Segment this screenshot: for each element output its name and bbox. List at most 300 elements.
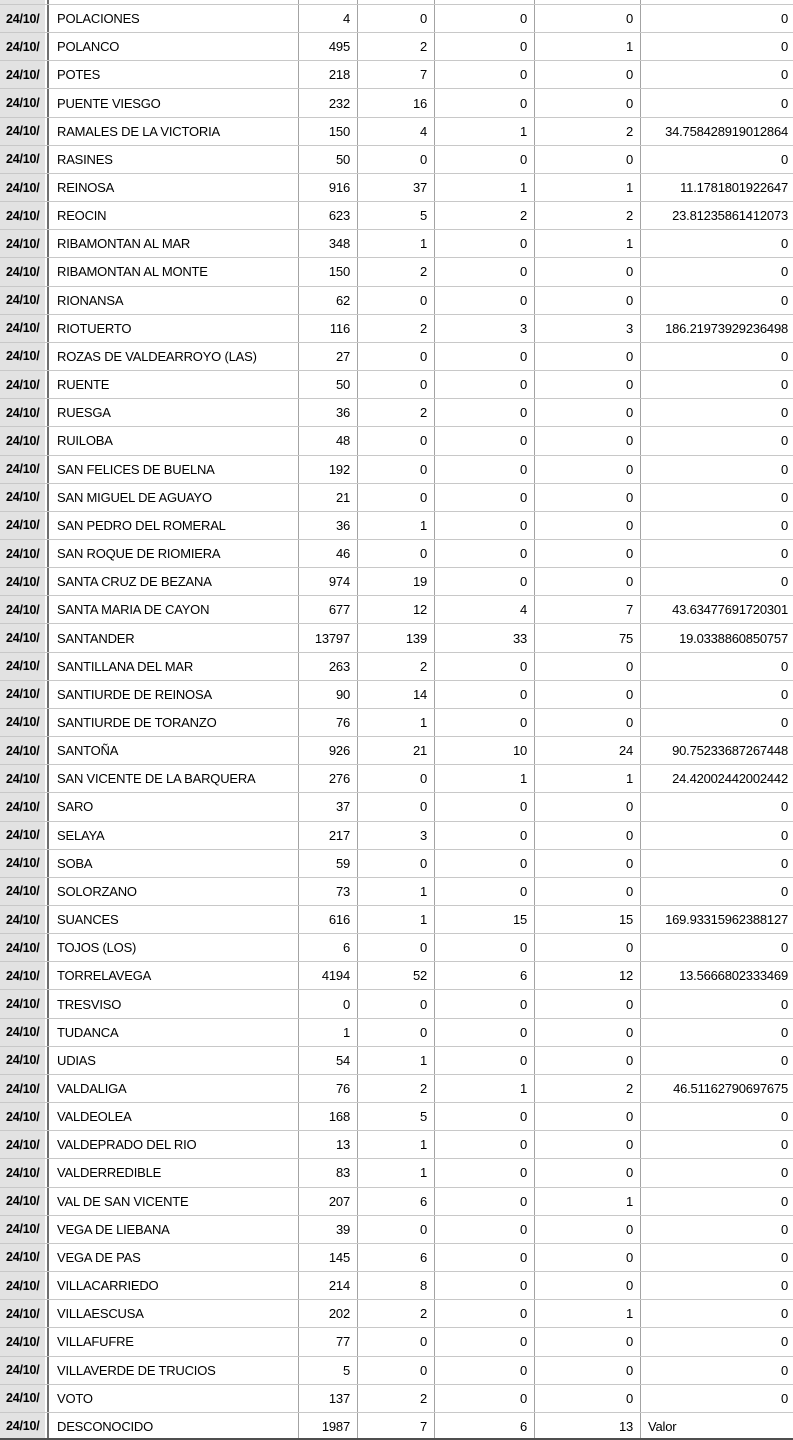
value-cell-3: 10 (435, 737, 535, 764)
value-cell-1: 76 (299, 709, 358, 736)
table-row (0, 511, 793, 539)
date-cell: 24/10/ (0, 990, 49, 1017)
municipality-cell: RIONANSA (49, 287, 299, 314)
value-cell-4: 0 (535, 371, 641, 398)
value-cell-2: 0 (358, 1019, 435, 1046)
value-cell-4: 15 (535, 906, 641, 933)
value-cell-5: 0 (780, 1221, 788, 1237)
table-row (0, 708, 793, 736)
value-cell-5: 0 (780, 39, 788, 55)
value-cell-5: 0 (780, 1249, 788, 1265)
municipality-cell: REOCIN (49, 202, 299, 229)
value-cell-4: 0 (535, 1272, 641, 1299)
value-cell-3: 6 (435, 1413, 535, 1440)
value-cell-2: 52 (358, 962, 435, 989)
table-row (0, 1018, 793, 1046)
value-cell-2: 1 (358, 1159, 435, 1186)
value-cell-3: 0 (435, 681, 535, 708)
value-cell-2: 4 (358, 118, 435, 145)
value-cell-4: 3 (535, 315, 641, 342)
date-cell: 24/10/ (0, 906, 49, 933)
table-row (0, 905, 793, 933)
value-cell-2: 5 (358, 1103, 435, 1130)
value-cell-1: 348 (299, 230, 358, 257)
value-cell-5: 0 (780, 348, 788, 364)
value-cell-4: 0 (535, 1357, 641, 1384)
value-cell-4: 1 (535, 33, 641, 60)
table-row (0, 792, 793, 820)
value-cell-1: 36 (299, 399, 358, 426)
value-cell-3: 0 (435, 230, 535, 257)
value-cell-3: 6 (435, 962, 535, 989)
value-cell-4: 0 (535, 512, 641, 539)
date-cell: 24/10/ (0, 146, 49, 173)
municipality-cell: VALDEPRADO DEL RIO (49, 1131, 299, 1158)
value-cell-4: 0 (535, 793, 641, 820)
value-cell-3: 0 (435, 456, 535, 483)
value-cell-3: 0 (435, 343, 535, 370)
value-cell-3: 0 (435, 399, 535, 426)
value-cell-5: 0 (780, 517, 788, 533)
value-cell-3: 3 (435, 315, 535, 342)
value-cell-2: 0 (358, 850, 435, 877)
table-row (0, 1384, 793, 1412)
value-cell-5: 0 (780, 940, 788, 956)
value-cell-5: 0 (780, 489, 788, 505)
value-cell-4: 0 (535, 540, 641, 567)
date-cell: 24/10/ (0, 1188, 49, 1215)
value-cell-5: 0 (780, 236, 788, 252)
value-cell-3: 0 (435, 1159, 535, 1186)
value-cell-2: 0 (358, 1357, 435, 1384)
value-cell-1: 13 (299, 1131, 358, 1158)
municipality-cell: VILLAVERDE DE TRUCIOS (49, 1357, 299, 1384)
value-cell-2: 0 (358, 5, 435, 32)
municipality-cell: SUANCES (49, 906, 299, 933)
value-cell-1: 36 (299, 512, 358, 539)
date-cell: 24/10/ (0, 568, 49, 595)
table-row (0, 1130, 793, 1158)
value-cell-5: 0 (780, 1165, 788, 1181)
value-cell-4: 1 (535, 230, 641, 257)
value-cell-2: 2 (358, 1385, 435, 1412)
value-cell-3: 0 (435, 793, 535, 820)
value-cell-5: 0 (780, 855, 788, 871)
table-row (0, 1074, 793, 1102)
value-cell-1: 1 (299, 1019, 358, 1046)
value-cell-4: 0 (535, 343, 641, 370)
value-cell-1: 974 (299, 568, 358, 595)
value-cell-5: 0 (780, 883, 788, 899)
municipality-cell: RIBAMONTAN AL MONTE (49, 258, 299, 285)
value-cell-1: 677 (299, 596, 358, 623)
value-cell-1: 263 (299, 653, 358, 680)
municipality-cell: RUILOBA (49, 427, 299, 454)
table-row (0, 1215, 793, 1243)
value-cell-1: 150 (299, 118, 358, 145)
value-cell-2: 21 (358, 737, 435, 764)
value-cell-5: 34.758428919012864 (665, 123, 788, 139)
municipality-cell: PUENTE VIESGO (49, 89, 299, 116)
value-cell-1: 232 (299, 89, 358, 116)
value-cell-1: 207 (299, 1188, 358, 1215)
date-cell: 24/10/ (0, 258, 49, 285)
value-cell-1: 62 (299, 287, 358, 314)
value-cell-4: 0 (535, 1216, 641, 1243)
date-cell: 24/10/ (0, 596, 49, 623)
table-row (0, 1327, 793, 1355)
table-row (0, 961, 793, 989)
value-cell-5: 0 (780, 1334, 788, 1350)
table-row (0, 342, 793, 370)
date-cell: 24/10/ (0, 1131, 49, 1158)
value-cell-4: 1 (535, 174, 641, 201)
value-cell-5: 0 (780, 686, 788, 702)
date-cell: 24/10/ (0, 118, 49, 145)
value-cell-5: 0 (780, 405, 788, 421)
value-cell-1: 218 (299, 61, 358, 88)
municipality-cell: VILLAFUFRE (49, 1328, 299, 1355)
date-cell: 24/10/ (0, 1047, 49, 1074)
value-cell-4: 0 (535, 258, 641, 285)
date-cell: 24/10/ (0, 287, 49, 314)
value-cell-3: 0 (435, 1047, 535, 1074)
date-cell: 24/10/ (0, 1272, 49, 1299)
value-cell-1: 116 (299, 315, 358, 342)
value-cell-4: 0 (535, 1047, 641, 1074)
municipality-cell: SARO (49, 793, 299, 820)
value-cell-2: 1 (358, 709, 435, 736)
table-row (0, 821, 793, 849)
value-cell-3: 33 (435, 624, 535, 651)
table-row (0, 398, 793, 426)
table-row (0, 229, 793, 257)
value-cell-2: 0 (358, 540, 435, 567)
table-row (0, 201, 793, 229)
table-row (0, 145, 793, 173)
value-cell-4: 0 (535, 850, 641, 877)
value-cell-3: 0 (435, 653, 535, 680)
table-row (0, 1158, 793, 1186)
value-cell-1: 616 (299, 906, 358, 933)
value-cell-3: 0 (435, 1272, 535, 1299)
value-cell-1: 192 (299, 456, 358, 483)
date-cell: 24/10/ (0, 1216, 49, 1243)
value-cell-3: 0 (435, 1385, 535, 1412)
date-cell: 24/10/ (0, 850, 49, 877)
table-row (0, 989, 793, 1017)
table-row (0, 173, 793, 201)
value-cell-2: 139 (358, 624, 435, 651)
value-cell-3: 0 (435, 5, 535, 32)
value-cell-4: 2 (535, 1075, 641, 1102)
value-cell-5: 169.93315962388127 (665, 912, 788, 928)
date-cell: 24/10/ (0, 230, 49, 257)
value-cell-2: 1 (358, 1047, 435, 1074)
table-row (0, 117, 793, 145)
value-cell-4: 0 (535, 568, 641, 595)
value-cell-4: 0 (535, 822, 641, 849)
date-cell: 24/10/ (0, 61, 49, 88)
value-cell-1: 21 (299, 484, 358, 511)
municipality-cell: UDIAS (49, 1047, 299, 1074)
value-cell-3: 0 (435, 1188, 535, 1215)
table-row (0, 32, 793, 60)
value-cell-3: 0 (435, 850, 535, 877)
date-cell: 24/10/ (0, 1357, 49, 1384)
table-row (0, 1102, 793, 1130)
table-row (0, 877, 793, 905)
value-cell-3: 0 (435, 484, 535, 511)
value-cell-2: 14 (358, 681, 435, 708)
value-cell-2: 12 (358, 596, 435, 623)
value-cell-3: 0 (435, 1328, 535, 1355)
value-cell-3: 0 (435, 1019, 535, 1046)
value-cell-5: 0 (780, 1137, 788, 1153)
table-row (0, 1046, 793, 1074)
date-cell: 24/10/ (0, 1159, 49, 1186)
value-cell-2: 2 (358, 315, 435, 342)
table-row (0, 1271, 793, 1299)
value-cell-5: 0 (780, 67, 788, 83)
value-cell-4: 24 (535, 737, 641, 764)
value-cell-5: 0 (780, 264, 788, 280)
table-row (0, 1187, 793, 1215)
value-cell-5: 0 (780, 996, 788, 1012)
municipality-cell: VALDERREDIBLE (49, 1159, 299, 1186)
value-cell-4: 0 (535, 681, 641, 708)
value-cell-4: 1 (535, 1188, 641, 1215)
municipality-cell: SOLORZANO (49, 878, 299, 905)
value-cell-2: 0 (358, 1328, 435, 1355)
value-cell-3: 0 (435, 1244, 535, 1271)
municipality-cell: RUENTE (49, 371, 299, 398)
value-cell-1: 50 (299, 371, 358, 398)
value-cell-2: 0 (358, 287, 435, 314)
value-cell-2: 0 (358, 484, 435, 511)
value-cell-2: 0 (358, 456, 435, 483)
value-cell-4: 0 (535, 990, 641, 1017)
value-cell-4: 0 (535, 399, 641, 426)
value-cell-5: 11.1781801922647 (680, 180, 788, 196)
value-cell-3: 0 (435, 1131, 535, 1158)
date-cell: 24/10/ (0, 793, 49, 820)
value-cell-2: 2 (358, 653, 435, 680)
municipality-cell: SAN FELICES DE BUELNA (49, 456, 299, 483)
value-cell-2: 2 (358, 258, 435, 285)
municipality-cell: VILLAESCUSA (49, 1300, 299, 1327)
table-row (0, 680, 793, 708)
value-cell-1 (299, 0, 358, 4)
value-cell-2: 5 (358, 202, 435, 229)
value-cell-4: 0 (535, 287, 641, 314)
table-row (0, 88, 793, 116)
value-cell-1: 77 (299, 1328, 358, 1355)
value-cell-2: 0 (358, 765, 435, 792)
value-cell-3: 0 (435, 89, 535, 116)
date-cell (0, 0, 49, 4)
value-cell-4: 0 (535, 1244, 641, 1271)
municipality-cell: SAN ROQUE DE RIOMIERA (49, 540, 299, 567)
value-cell-3: 0 (435, 146, 535, 173)
value-cell-5: 43.63477691720301 (672, 602, 788, 618)
table-row (0, 539, 793, 567)
date-cell: 24/10/ (0, 653, 49, 680)
date-cell: 24/10/ (0, 1300, 49, 1327)
value-cell-5: 0 (780, 1109, 788, 1125)
municipality-cell: RAMALES DE LA VICTORIA (49, 118, 299, 145)
municipality-cell: TOJOS (LOS) (49, 934, 299, 961)
value-cell-5: 0 (780, 433, 788, 449)
date-cell: 24/10/ (0, 1075, 49, 1102)
date-cell: 24/10/ (0, 1385, 49, 1412)
value-cell-3: 4 (435, 596, 535, 623)
table-row (0, 1412, 793, 1440)
value-cell-1: 214 (299, 1272, 358, 1299)
value-cell-4: 12 (535, 962, 641, 989)
municipality-cell: DESCONOCIDO (49, 1413, 299, 1440)
date-cell: 24/10/ (0, 456, 49, 483)
municipality-cell: POLANCO (49, 33, 299, 60)
value-cell-4 (535, 0, 641, 4)
date-cell: 24/10/ (0, 962, 49, 989)
value-cell-2: 0 (358, 793, 435, 820)
value-cell-2: 7 (358, 1413, 435, 1440)
value-cell-1: 48 (299, 427, 358, 454)
value-cell-3: 0 (435, 934, 535, 961)
value-cell-1: 4 (299, 5, 358, 32)
value-cell-3: 0 (435, 371, 535, 398)
value-cell-2: 37 (358, 174, 435, 201)
date-cell: 24/10/ (0, 202, 49, 229)
value-cell-2: 16 (358, 89, 435, 116)
municipality-cell: RASINES (49, 146, 299, 173)
date-cell: 24/10/ (0, 624, 49, 651)
table-row (0, 652, 793, 680)
value-cell-1: 145 (299, 1244, 358, 1271)
value-cell-4: 2 (535, 118, 641, 145)
value-cell-2: 0 (358, 146, 435, 173)
table-row (0, 370, 793, 398)
table-row (0, 1243, 793, 1271)
value-cell-5: 0 (780, 658, 788, 674)
value-cell-5: 0 (780, 827, 788, 843)
value-cell-5 (641, 0, 793, 4)
value-cell-2: 0 (358, 427, 435, 454)
date-cell: 24/10/ (0, 822, 49, 849)
municipality-cell: POTES (49, 61, 299, 88)
municipality-cell: SANTIURDE DE TORANZO (49, 709, 299, 736)
value-cell-3: 0 (435, 1300, 535, 1327)
value-cell-2 (358, 0, 435, 4)
value-cell-2: 0 (358, 934, 435, 961)
value-cell-4: 0 (535, 709, 641, 736)
value-cell-3: 0 (435, 258, 535, 285)
date-cell: 24/10/ (0, 709, 49, 736)
value-cell-1: 150 (299, 258, 358, 285)
value-cell-5: 0 (780, 95, 788, 111)
date-cell: 24/10/ (0, 33, 49, 60)
table-row (0, 764, 793, 792)
value-cell-1: 4194 (299, 962, 358, 989)
municipality-cell: RIBAMONTAN AL MAR (49, 230, 299, 257)
value-cell-4: 0 (535, 1103, 641, 1130)
date-cell: 24/10/ (0, 512, 49, 539)
value-cell-1: 90 (299, 681, 358, 708)
value-cell-5: 0 (780, 546, 788, 562)
municipality-cell (49, 0, 299, 4)
value-cell-1: 27 (299, 343, 358, 370)
value-cell-5: 19.0338860850757 (679, 630, 788, 646)
municipality-cell: VOTO (49, 1385, 299, 1412)
value-cell-2: 1 (358, 906, 435, 933)
date-cell: 24/10/ (0, 1413, 49, 1440)
value-cell-2: 2 (358, 33, 435, 60)
table-row (0, 257, 793, 285)
value-cell-3: 0 (435, 1357, 535, 1384)
value-cell-4: 1 (535, 765, 641, 792)
value-cell-5: 0 (780, 292, 788, 308)
value-cell-4: 0 (535, 456, 641, 483)
value-cell-5: 0 (780, 574, 788, 590)
value-cell-3: 1 (435, 765, 535, 792)
value-cell-4: 0 (535, 1131, 641, 1158)
value-cell-2: 2 (358, 399, 435, 426)
municipality-cell: VALDALIGA (49, 1075, 299, 1102)
value-cell-3: 1 (435, 1075, 535, 1102)
municipality-cell: SANTA CRUZ DE BEZANA (49, 568, 299, 595)
value-cell-5: 0 (780, 461, 788, 477)
date-cell: 24/10/ (0, 399, 49, 426)
value-cell-4: 0 (535, 653, 641, 680)
date-cell: 24/10/ (0, 1244, 49, 1271)
value-cell-1: 59 (299, 850, 358, 877)
table-row (0, 736, 793, 764)
date-cell: 24/10/ (0, 427, 49, 454)
table-row (0, 849, 793, 877)
value-cell-5: 46.51162790697675 (673, 1081, 788, 1097)
date-cell: 24/10/ (0, 174, 49, 201)
value-cell-2: 1 (358, 878, 435, 905)
table-row (0, 60, 793, 88)
value-cell-1: 6 (299, 934, 358, 961)
value-cell-5: 13.5666802333469 (679, 968, 788, 984)
value-cell-1: 83 (299, 1159, 358, 1186)
date-cell: 24/10/ (0, 5, 49, 32)
value-cell-1: 202 (299, 1300, 358, 1327)
value-cell-5: 0 (780, 1390, 788, 1406)
date-cell: 24/10/ (0, 737, 49, 764)
value-cell-5: 0 (780, 1278, 788, 1294)
value-cell-1: 46 (299, 540, 358, 567)
municipality-cell: SANTOÑA (49, 737, 299, 764)
municipality-cell: VEGA DE LIEBANA (49, 1216, 299, 1243)
value-cell-5: 0 (780, 1052, 788, 1068)
value-cell-1: 276 (299, 765, 358, 792)
municipality-cell: RUESGA (49, 399, 299, 426)
value-cell-1: 916 (299, 174, 358, 201)
value-cell-1: 168 (299, 1103, 358, 1130)
table-row (0, 426, 793, 454)
value-cell-4: 0 (535, 146, 641, 173)
value-cell-3: 0 (435, 990, 535, 1017)
value-cell-2: 3 (358, 822, 435, 849)
date-cell: 24/10/ (0, 1019, 49, 1046)
value-cell-3: 0 (435, 427, 535, 454)
table-row (0, 1356, 793, 1384)
value-cell-1: 37 (299, 793, 358, 820)
date-cell: 24/10/ (0, 343, 49, 370)
